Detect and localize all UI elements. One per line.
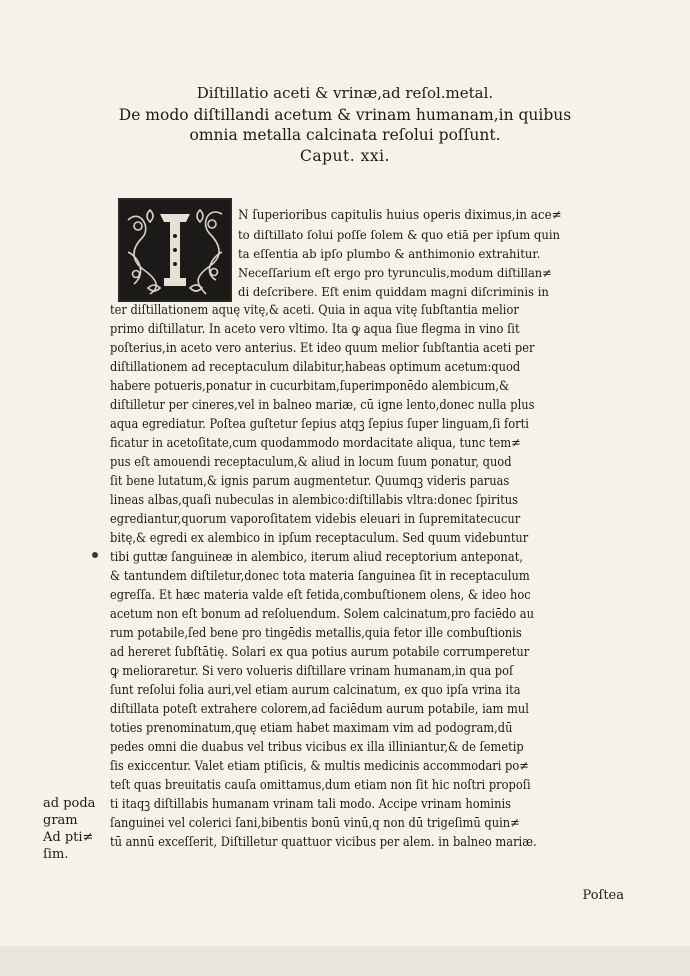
body-line: poſterius,in aceto vero anterius. Et ideo quum melior ſubſtantia aceti per [110,341,535,356]
body-line: diſtillationem ad receptaculum dilabitur,habeas optimum acetum:quod [110,360,521,375]
body-line: toties prenominatum,quę etiam habet maximam vim ad podogram,dū [110,721,513,736]
body-line: habere potueris,ponatur in cucurbitam,ſuperimponēdo alembicum,& [110,379,510,394]
body-line: tibi guttæ ſanguineæ in alembico, iterum aliud receptorium anteponat, [110,550,523,565]
margin-dot [92,552,98,558]
body-line: tū annū exceſſerit, Diſtilletur quattuor vicibus per alem. in balneo mariæ. [110,835,537,850]
body-line: ta eſſentia ab ipſo plumbo & anthimonio extrahitur. [238,246,541,261]
body-line: teſt quas breuitatis cauſa omittamus,dum etiam non ſit hic noſtri propoſi [110,778,531,793]
body-line: N ſuperioribus capitulis huius operis diximus,in ace≠ [238,208,562,223]
margin-note: ſim. [43,847,69,862]
body-line: bitę,& egredi ex alembico in ipſum receptaculum. Sed quum videbuntur [110,531,529,546]
body-line: pus eſt amouendi receptaculum,& aliud in locum ſuum ponatur, quod [110,455,512,470]
body-line: rum potabile,ſed bene pro tingēdis metallis,quia fetor ille combuſtionis [110,626,522,641]
body-line: & tantundem diſtiletur,donec tota materia ſanguinea ſit in receptaculum [110,569,530,584]
body-line: ſis exiccentur. Valet etiam ptiſicis, & multis medicinis accommodari po≠ [110,759,529,774]
body-line: di deſcribere. Eſt enim quiddam magni diſcriminis in [238,284,549,299]
body-line: ſunt reſolui folia auri,vel etiam aurum calcinatum, ex quo ipſa vrina ita [110,683,521,698]
body-line: ter diſtillationem aquę vitę,& aceti. Quia in aqua vitę ſubſtantia melior [110,303,519,318]
scan-border [0,946,690,976]
decorated-initial [118,198,232,302]
body-line: Neceſſarium eſt ergo pro tyrunculis,modum diſtillan≠ [238,265,552,280]
body-line: egreſſa. Et hæc materia valde eſt fetida,combuſtionem olens, & ideo hoc [110,588,531,603]
body-line: ti itaqꝫ diſtillabis humanam vrinam tali modo. Accipe vrinam hominis [110,797,511,812]
body-line: ſit bene lutatum,& ignis parum augmentetur. Quumqꝫ videris paruas [110,474,510,489]
body-line: egrediantur,quorum vaporoſitatem videbis eleuari in ſupremitatecucur [110,512,521,527]
body-line: ꝙ melioraretur. Si vero volueris diſtillare vrinam humanam,in qua poſ [110,664,514,679]
body-line: acetum non eſt bonum ad reſoluendum. Solem calcinatum,pro faciēdo au [110,607,534,622]
body-line: pedes omni die duabus vel tribus vicibus ex illa illiniantur,& de ſemetip [110,740,524,755]
catchword: Poſtea [582,888,624,903]
body-line: ficatur in acetoſitate,cum quodammodo mordacitate aliqua, tunc tem≠ [110,436,521,451]
body-line: diſtillata poteſt extrahere colorem,ad faciēdum aurum potabile, iam mul [110,702,529,717]
body-line: aqua egrediatur. Poſtea guſtetur ſepius atqꝫ ſepius ſuper linguam,ſi forti [110,417,529,432]
body-line: primo diſtillatur. In aceto vero vltimo. Ita ꝙ aqua ſiue flegma in vino ſit [110,322,520,337]
body-line: ad hereret ſubſtātię. Solari ex qua potius aurum potabile corrumperetur [110,645,530,660]
floral-initial-i [120,200,230,300]
margin-note: ad poda [43,796,96,811]
body-line: ſanguinei vel colerici ſani,bibentis bonū vinū,q non dū trigeſimū quin≠ [110,816,520,831]
body-line: diſtilletur per cineres,vel in balneo mariæ, cū igne lento,donec nulla plus [110,398,535,413]
running-title: Diſtillatio aceti & vrinæ,ad reſol.metal. [196,84,494,102]
margin-note: Ad pti≠ [43,830,94,845]
margin-note: gram [43,813,78,828]
chapter-number: Caput. xxi. [300,147,390,165]
body-line: to diſtillato ſolui poſſe ſolem & quo etiā per ipſum quin [238,227,561,242]
chapter-title-line-2: omnia metalla calcinata reſolui poſſunt. [189,126,501,144]
chapter-title-line-1: De modo diſtillandi acetum & vrinam humanam,in quibus [118,106,572,124]
body-line: lineas albas,quaſi nubeculas in alembico:diſtillabis vltra:donec ſpiritus [110,493,518,508]
